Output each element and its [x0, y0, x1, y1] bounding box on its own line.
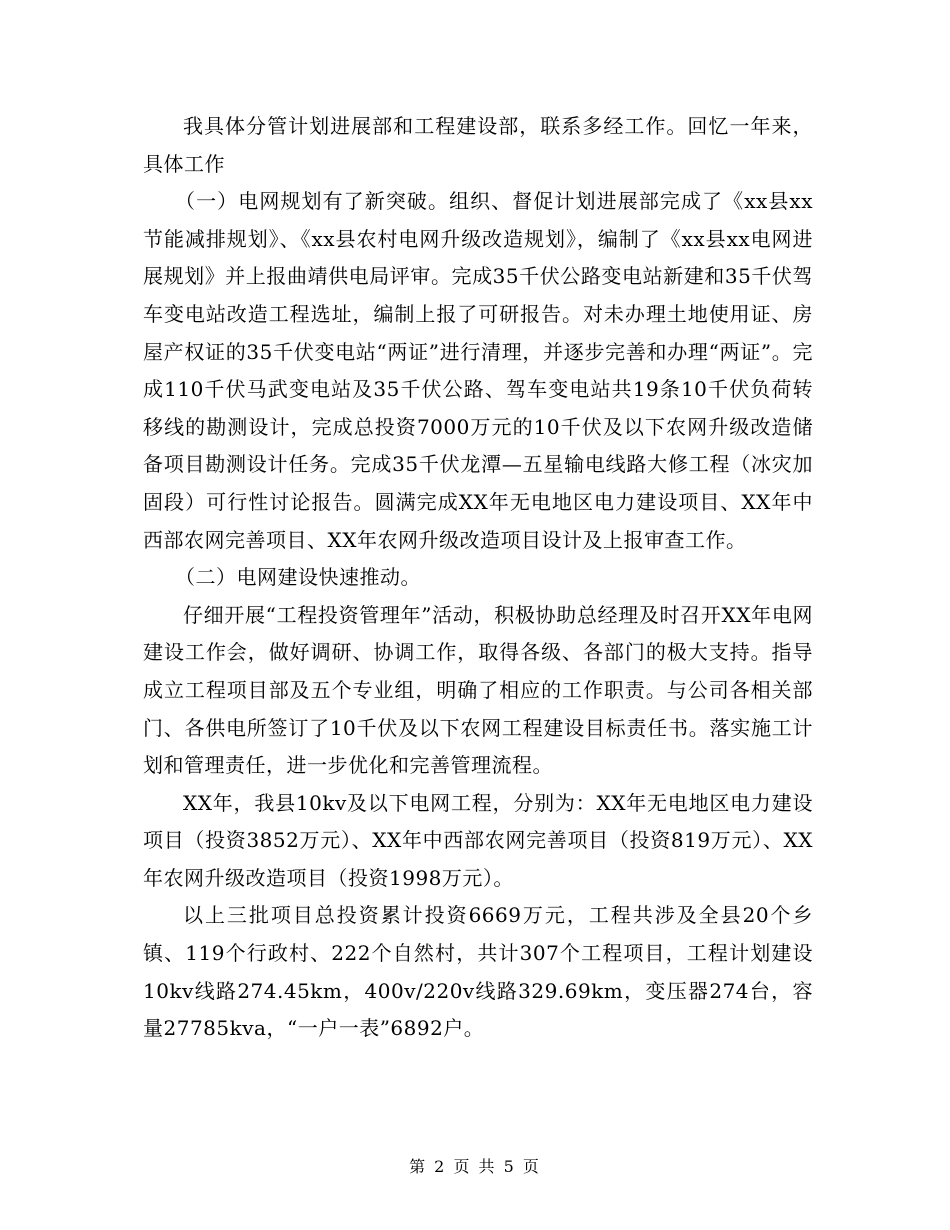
- footer-prefix: 第: [409, 1157, 428, 1176]
- footer-middle: 页 共: [453, 1157, 497, 1176]
- paragraph-investment-summary: 以上三批项目总投资累计投资6669万元，工程共涉及全县20个乡镇、119个行政村、222个自然村，共计307个工程项目，工程计划建设10kv线路274.45km，400v/220v线路329.69km，变压器274台，容量27785kva，“一户一表”6892户。: [143, 903, 813, 1041]
- footer-suffix: 页: [522, 1157, 541, 1176]
- body-text: [143, 108, 813, 1048]
- paragraph-projects: XX年，我县10kv及以下电网工程，分别为：XX年无电地区电力建设项目（投资3852万元）、XX年中西部农网完善项目（投资819万元）、XX年农网升级改造项目（投资1998万元）。: [143, 790, 813, 890]
- paragraph-section-2-heading: （二）电网建设快速推动。: [175, 565, 421, 590]
- page-footer: [0, 1154, 950, 1177]
- paragraph-activities: 仔细开展“工程投资管理年”活动，积极协助总经理及时召开XX年电网建设工作会，做好调研、协调工作，取得各级、各部门的极大支持。指导成立工程项目部及五个专业组，明确了相应的工作职责。与公司各相关部门、各供电所签订了10千伏及以下农网工程建设目标责任书。落实施工计划和管理责任，进一步优化和完善管理流程。: [143, 602, 813, 778]
- footer-total-pages: 5: [503, 1157, 516, 1176]
- paragraph-section-1: （一）电网规划有了新突破。组织、督促计划进展部完成了《xx县xx节能减排规划》、《xx县农村电网升级改造规划》，编制了《xx县xx电网进展规划》并上报曲靖供电局评审。完成35千伏公路变电站新建和35千伏驾车变电站改造工程选址，编制上报了可研报告。对未办理土地使用证、房屋产权证的35千伏变电站“两证”进行清理，并逐步完善和办理“两证”。完成110千伏马武变电站及35千伏公路、驾车变电站共19条10千伏负荷转移线的勘测设计，完成总投资7000万元的10千伏及以下农网升级改造储备项目勘测设计任务。完成35千伏龙潭—五星输电线路大修工程（冰灾加固段）可行性讨论报告。圆满完成XX年无电地区电力建设项目、XX年中西部农网完善项目、XX年农网升级改造项目设计及上报审查工作。: [143, 189, 813, 552]
- footer-page-number: 2: [434, 1157, 447, 1176]
- paragraph-intro: 我具体分管计划进展部和工程建设部，联系多经工作。回忆一年来，具体工作: [143, 114, 813, 176]
